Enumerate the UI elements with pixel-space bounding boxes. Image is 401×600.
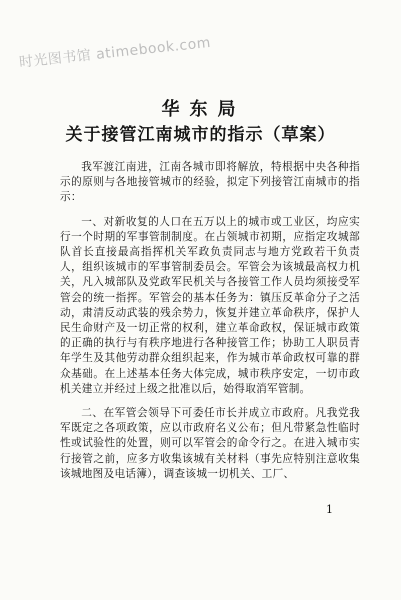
paragraph-section-2: 二、在军管会领导下可委任市长并成立市政府。凡我党我军既定之各项政策，应以市政府名义公布；但凡带紧急性临时性或试验性的处置，则可以军管会的命令行之。在进入城市实行接管之前，应多方收集该城有关材料（事先应特别注意收集该城地图及电话簿），调查该城一切机关、工厂、 [60, 407, 360, 480]
issuing-agency: 华东局 [161, 99, 246, 120]
paragraph-section-1: 一、对新收复的人口在五万以上的城市或工业区，均应实行一个时期的军事管制制度。在占领城市初期，应指定攻城部队首长直接最高指挥机关军政负责同志与地方党政若干负责人，组织该城市的军事管制委员会。军管会为该城最高权力机关，凡入城部队及党政军民机关与各接管工作人员均须接受军管会的统一指挥。军管会的基本任务为：镇压反革命分子之活动，肃清反动武装的残余势力，恢复并建立革命秩序，保护人民生命财产及一切正常的权利，建立革命政权，保证城市政策的正确的执行与有秩序地进行各种接管工作；协助工人职员青年学生及其他劳动群众组织起来，作为城市革命政权可靠的群众基础。在上述基本任务大体完成，城市秩序安定，一切市政机关建立并经过上级之批准以后，始得取消军管制。 [60, 215, 360, 395]
body-text [60, 160, 360, 482]
paragraph-intro: 我军渡江南进，江南各城市即将解放，特根据中央各种指示的原则与各地接管城市的经验，拟定下列接管江南城市的指示： [60, 161, 360, 204]
page-number: 1 [326, 503, 333, 516]
document-title: 关于接管江南城市的指示（草案） [65, 125, 336, 145]
watermark: 时光图书馆 atimebook.com [18, 34, 212, 71]
